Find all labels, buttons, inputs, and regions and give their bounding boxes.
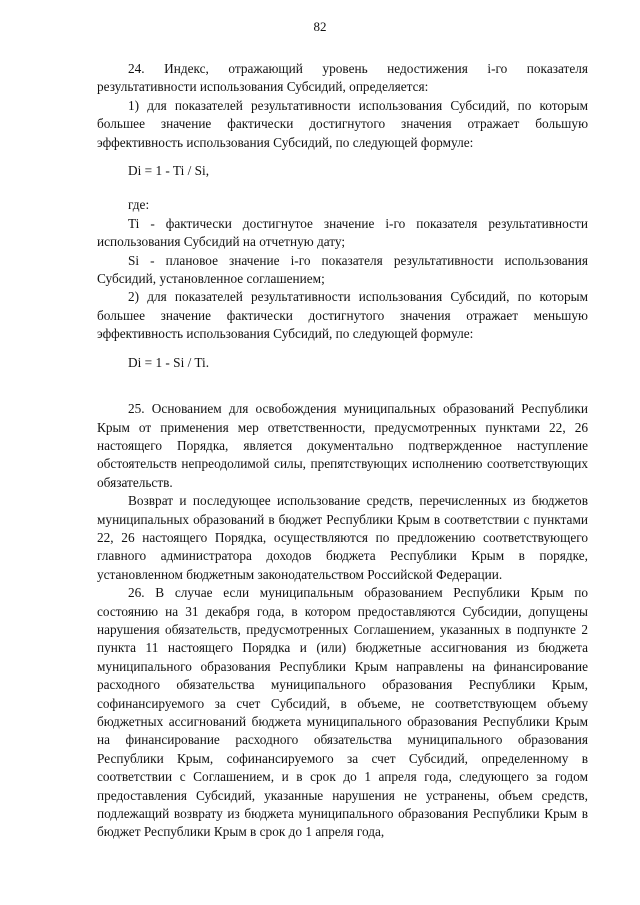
formula-1: Di = 1 - Ti / Si, xyxy=(128,163,210,179)
document-body xyxy=(97,60,588,842)
definition-si: Si - плановое значение i-го показателя результативности использования Субсидий, установленное соглашением; xyxy=(97,252,588,287)
paragraph-24-item-2: 2) для показателей результативности использования Субсидий, по которым большее значение фактически достигнутого значения отражает меньшую эффективность использования Субсидий, по следующей формуле: xyxy=(97,289,588,342)
paragraph-25-return: Возврат и последующее использование средств, перечисленных из бюджетов муниципальных образований в бюджет Республики Крым в соответствии с пунктами 22, 26 настоящего Порядка, осуществляются по предложению соответствующего главного администратора доходов бюджета Республики Крым в порядке, установленном бюджетным законодательством Российской Федерации. xyxy=(97,493,588,582)
where-label: где: xyxy=(128,197,150,213)
paragraph-24-item-1: 1) для показателей результативности использования Субсидий, по которым большее значение фактически достигнутого значения отражает большую эффективность использования Субсидий, по следующей формуле: xyxy=(97,97,588,150)
paragraph-24: 24. Индекс, отражающий уровень недостижения i-го показателя результативности использования Субсидий, определяется: xyxy=(97,61,588,95)
paragraph-25: 25. Основанием для освобождения муниципальных образований Республики Крым от применения мер ответственности, предусмотренных пунктами 22, 26 настоящего Порядка, является документально подтвержденное наступление обстоятельств непреодолимой силы, препятствующих исполнению соответствующих обязательств. xyxy=(97,401,588,490)
definition-ti: Ti - фактически достигнутое значение i-го показателя результативности использования Субсидий на отчетную дату; xyxy=(97,215,588,250)
paragraph-26: 26. В случае если муниципальным образованием Республики Крым по состоянию на 31 декабря года, в котором предоставляются Субсидии, допущены нарушения обязательств, предусмотренных Соглашением, указанных в подпункте 2 пункта 11 настоящего Порядка и (или) бюджетные ассигнования из бюджета муниципального образования Республики Крым направлены на финансирование расходного обязательства муниципального образования Республики Крым, софинансируемого за счет Субсидий, в объеме, не соответствующем объему бюджетных ассигнований бюджета муниципального образования Республики Крым на финансирование расходного обязательства муниципального образования Республики Крым, софинансируемого за счет Субсидий, определенному в соответствии с Соглашением, и в срок до 1 апреля года, следующего за годом предоставления Субсидий, указанные нарушения не устранены, объем средств, подлежащий возврату из бюджета муниципального образования Республики Крым в бюджет Республики Крым в срок до 1 апреля года, xyxy=(97,585,588,840)
page-number: 82 xyxy=(313,19,327,34)
formula-2: Di = 1 - Si / Ti. xyxy=(128,354,210,370)
